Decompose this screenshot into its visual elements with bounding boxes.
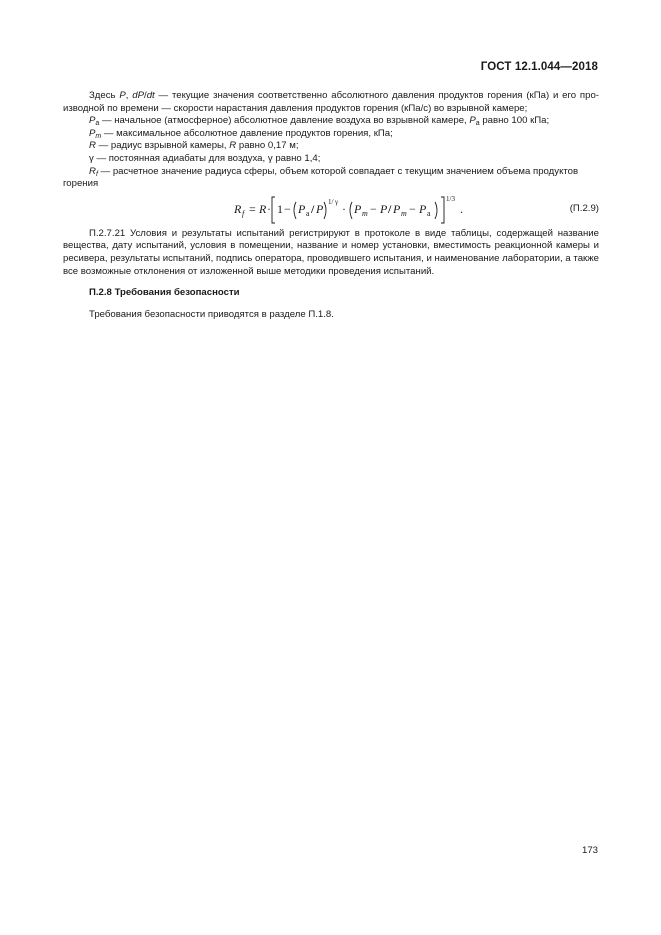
page-body (63, 90, 599, 321)
section-heading: П.2.8 Требования безопасности (89, 287, 240, 299)
formula-rf (63, 193, 599, 225)
svg-text:1: 1 (277, 201, 283, 216)
definition-gamma: γ — постоянная адиабаты для воздуха, γ равно 1,4; (89, 152, 321, 164)
svg-text:·: · (342, 201, 346, 216)
svg-text:P: P (393, 201, 401, 216)
svg-text:.: . (460, 201, 463, 216)
svg-text:a: a (306, 208, 310, 218)
svg-text:−: − (409, 201, 416, 216)
svg-text:m: m (362, 208, 368, 218)
svg-text:R: R (234, 201, 242, 216)
svg-text:−: − (370, 201, 377, 216)
svg-text:f: f (242, 208, 245, 218)
svg-text:a: a (427, 208, 431, 218)
definition-rf: $R_f$ — расчетное значение радиуса сферы, объем которой совпадает с текущим значением объема продуктов горения (63, 165, 579, 190)
definition-p-dpdt: Здесь P, dP/dt — текущие значения соответственно абсолютного давления продуктов горения (кПа) и его производной по времени — скорости нарастания давления продуктов горения (кПа/с) во взрывной камере; (63, 90, 599, 114)
svg-text:R: R (259, 201, 267, 216)
svg-text:P: P (380, 201, 388, 216)
definition-pm: $P_m$ — максимальное абсолютное давление продуктов горения, кПа; (89, 127, 393, 140)
definition-r: R — радиус взрывной камеры, R равно 0,17 м; (89, 140, 299, 152)
svg-text:γ: γ (335, 197, 339, 206)
section-text: Требования безопасности приводятся в разделе П.1.8. (89, 308, 334, 320)
svg-text:P: P (316, 201, 324, 216)
svg-text:/: / (388, 201, 392, 216)
svg-text:m: m (401, 208, 407, 218)
svg-text:=: = (249, 201, 256, 216)
definition-pa: $P_a$ — начальное (атмосферное) абсолютное давление воздуха во взрывной камере, $P_a$ равно 100 кПа; (89, 115, 550, 128)
svg-text:P: P (298, 201, 306, 216)
svg-text:P: P (419, 201, 427, 216)
svg-text:P: P (354, 201, 362, 216)
paragraph-p2721: П.2.7.21 Условия и результаты испытаний регистрируют в протоколе в виде таблицы, содержащей название вещества, дату испытаний, условия в помещении, название и номер установки, вместимость реакционной камеры и ресивера, результаты испытаний, подпись оператора, проводившего испытания, и наименование лаборатории, а также все возможные отклонения от изложенной выше методики проведения испытаний. (63, 227, 599, 277)
svg-text:1/: 1/ (328, 197, 334, 206)
spacer (63, 300, 599, 309)
document-code: ГОСТ 12.1.044—2018 (480, 61, 598, 73)
svg-text:−: − (284, 201, 291, 216)
svg-text:·: · (267, 201, 271, 216)
svg-text:/: / (311, 201, 315, 216)
formula-expression (63, 193, 483, 225)
svg-text:1/3: 1/3 (446, 194, 455, 203)
formula-number: (П.2.9) (569, 202, 599, 214)
page-number: 173 (581, 845, 598, 856)
